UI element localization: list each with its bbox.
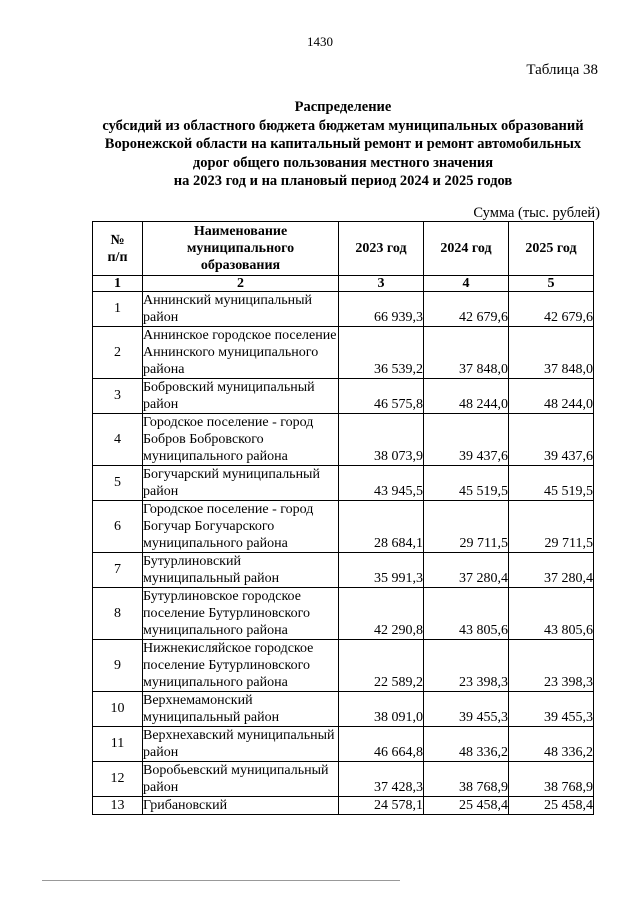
amount-2023: 38 091,0	[339, 692, 424, 727]
amount-2025: 39 437,6	[509, 414, 594, 466]
header-name: Наименование муниципального образования	[143, 222, 339, 276]
column-index: 2	[143, 276, 339, 292]
amount-2025: 29 711,5	[509, 501, 594, 553]
municipality-name: Верхнехавский муниципальный район	[143, 727, 339, 762]
table-row	[93, 640, 594, 692]
table-row	[93, 379, 594, 414]
amount-2025: 45 519,5	[509, 466, 594, 501]
table-row	[93, 762, 594, 797]
subsidy-table	[92, 221, 594, 815]
amount-2024: 38 768,9	[424, 762, 509, 797]
amount-2025: 48 336,2	[509, 727, 594, 762]
amount-2023: 46 664,8	[339, 727, 424, 762]
amount-2023: 66 939,3	[339, 292, 424, 327]
table-row	[93, 588, 594, 640]
municipality-name: Грибановский	[143, 797, 339, 815]
amount-2023: 28 684,1	[339, 501, 424, 553]
table-row	[93, 414, 594, 466]
amount-2024: 25 458,4	[424, 797, 509, 815]
amount-2025: 43 805,6	[509, 588, 594, 640]
document-title	[70, 98, 616, 191]
amount-2023: 46 575,8	[339, 379, 424, 414]
amount-2024: 48 244,0	[424, 379, 509, 414]
municipality-name: Бутурлиновское городское поселение Бутурлиновского муниципального района	[143, 588, 339, 640]
amount-2024: 39 455,3	[424, 692, 509, 727]
amount-2024: 37 848,0	[424, 327, 509, 379]
amount-2025: 39 455,3	[509, 692, 594, 727]
page-edge-line	[42, 880, 400, 881]
title-line: дорог общего пользования местного значения	[192, 154, 494, 171]
table-row	[93, 692, 594, 727]
amount-2023: 35 991,3	[339, 553, 424, 588]
amount-2025: 37 848,0	[509, 327, 594, 379]
municipality-name: Бутурлиновский муниципальный район	[143, 553, 339, 588]
table-row	[93, 327, 594, 379]
table-row	[93, 292, 594, 327]
row-number: 7	[93, 553, 143, 588]
row-number: 3	[93, 379, 143, 414]
row-number: 8	[93, 588, 143, 640]
municipality-name: Бобровский муниципальный район	[143, 379, 339, 414]
municipality-name: Верхнемамонский муниципальный район	[143, 692, 339, 727]
row-number: 12	[93, 762, 143, 797]
row-number: 4	[93, 414, 143, 466]
table-row	[93, 553, 594, 588]
title-line: Воронежской области на капитальный ремонт и ремонт автомобильных	[104, 136, 582, 152]
row-number: 6	[93, 501, 143, 553]
table-row	[93, 727, 594, 762]
table-row	[93, 501, 594, 553]
amount-2024: 37 280,4	[424, 553, 509, 588]
amount-2023: 37 428,3	[339, 762, 424, 797]
amount-2025: 25 458,4	[509, 797, 594, 815]
title-line: субсидий из областного бюджета бюджетам муниципальных образований	[102, 117, 584, 134]
table-row	[93, 797, 594, 815]
municipality-name: Воробьевский муниципальный район	[143, 762, 339, 797]
title-line: Распределение	[294, 99, 392, 115]
row-number: 9	[93, 640, 143, 692]
row-number: 11	[93, 727, 143, 762]
title-line: на 2023 год и на плановый период 2024 и 2025 годов	[173, 173, 513, 189]
row-number: 5	[93, 466, 143, 501]
amount-2025: 48 244,0	[509, 379, 594, 414]
amount-2023: 36 539,2	[339, 327, 424, 379]
amount-2023: 43 945,5	[339, 466, 424, 501]
row-number: 10	[93, 692, 143, 727]
municipality-name: Городское поселение - город Бобров Бобровского муниципального района	[143, 414, 339, 466]
table-label: Таблица 38	[526, 62, 598, 78]
row-number: 13	[93, 797, 143, 815]
municipality-name: Городское поселение - город Богучар Богучарского муниципального района	[143, 501, 339, 553]
table-header-row	[93, 222, 594, 276]
header-2025: 2025 год	[509, 222, 594, 276]
header-2023: 2023 год	[339, 222, 424, 276]
amount-2024: 23 398,3	[424, 640, 509, 692]
column-index: 3	[339, 276, 424, 292]
column-index-row	[93, 276, 594, 292]
amount-2023: 42 290,8	[339, 588, 424, 640]
amount-2025: 37 280,4	[509, 553, 594, 588]
amount-2023: 24 578,1	[339, 797, 424, 815]
amount-2024: 42 679,6	[424, 292, 509, 327]
amount-2025: 38 768,9	[509, 762, 594, 797]
table-row	[93, 466, 594, 501]
column-index: 4	[424, 276, 509, 292]
municipality-name: Богучарский муниципальный район	[143, 466, 339, 501]
header-num: № п/п	[93, 222, 143, 276]
amount-2024: 29 711,5	[424, 501, 509, 553]
column-index: 5	[509, 276, 594, 292]
amount-2024: 45 519,5	[424, 466, 509, 501]
row-number: 1	[93, 292, 143, 327]
amount-2023: 22 589,2	[339, 640, 424, 692]
header-2024: 2024 год	[424, 222, 509, 276]
column-index: 1	[93, 276, 143, 292]
amount-2025: 42 679,6	[509, 292, 594, 327]
row-number: 2	[93, 327, 143, 379]
municipality-name: Аннинское городское поселение Аннинского муниципального района	[143, 327, 339, 379]
municipality-name: Нижнекисляйское городское поселение Бутурлиновского муниципального района	[143, 640, 339, 692]
amount-2023: 38 073,9	[339, 414, 424, 466]
amount-2025: 23 398,3	[509, 640, 594, 692]
amount-2024: 48 336,2	[424, 727, 509, 762]
amount-2024: 43 805,6	[424, 588, 509, 640]
units-label: Сумма (тыс. рублей)	[473, 205, 600, 221]
page-number: 1430	[307, 34, 333, 49]
municipality-name: Аннинский муниципальный район	[143, 292, 339, 327]
amount-2024: 39 437,6	[424, 414, 509, 466]
